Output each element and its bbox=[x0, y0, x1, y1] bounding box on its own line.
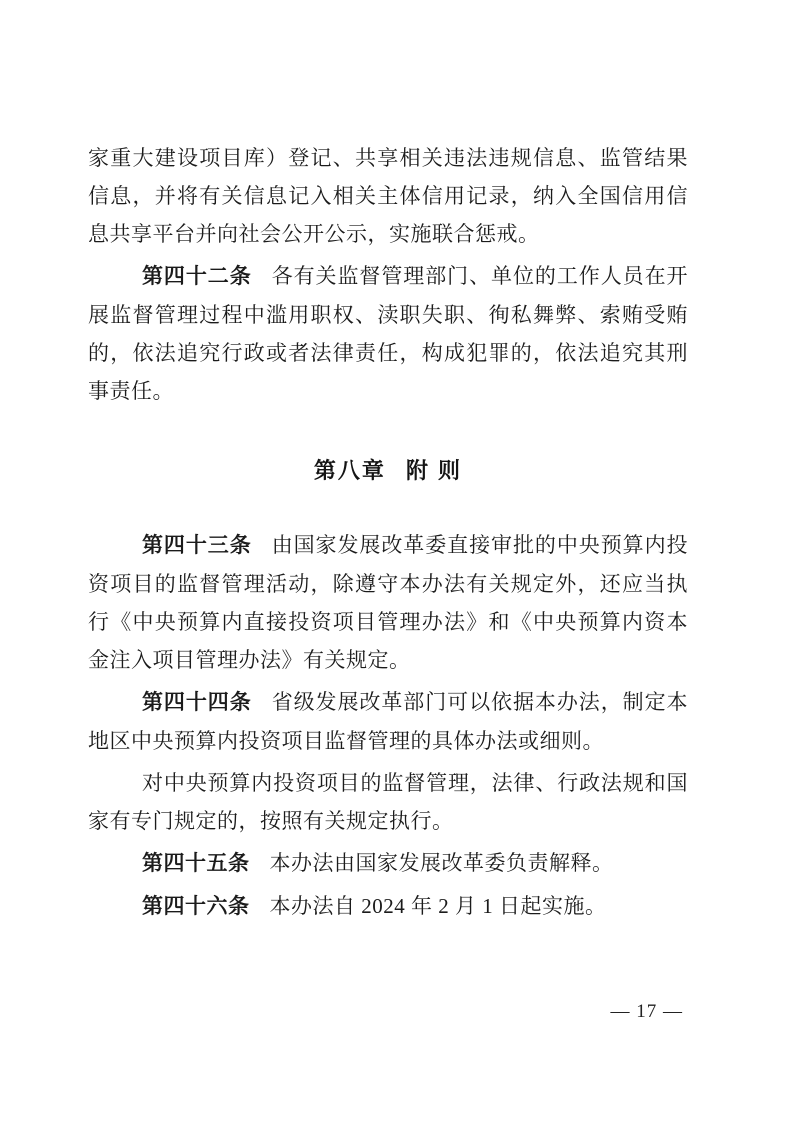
article-46-label: 第四十六条 bbox=[142, 895, 250, 918]
article-45-text: 本办法由国家发展改革委负责解释。 bbox=[269, 851, 614, 875]
article-42-text: 各有关监督管理部门、单位的工作人员在开展监督管理过程中滥用职权、渎职失职、徇私舞弊、索贿受贿的，依法追究行政或者法律责任，构成犯罪的，依法追究其刑事责任。 bbox=[88, 264, 689, 403]
document-body bbox=[88, 139, 688, 930]
article-43-paragraph bbox=[88, 526, 688, 679]
continuation-paragraph: 家重大建设项目库）登记、共享相关违法违规信息、监管结果信息，并将有关信息记入相关主体信用记录，纳入全国信用信息共享平台并向社会公开公示，实施联合惩戒。 bbox=[88, 146, 688, 246]
article-44-text: 省级发展改革部门可以依据本办法，制定本地区中央预算内投资项目监督管理的具体办法或细则。 bbox=[88, 690, 689, 753]
chapter-heading bbox=[88, 452, 688, 490]
article-46-text: 本办法自 2024 年 2 月 1 日起实施。 bbox=[269, 894, 607, 918]
article-42-label: 第四十二条 bbox=[142, 265, 252, 288]
article-44-paragraph bbox=[88, 683, 688, 760]
page-number: — 17 — bbox=[610, 1001, 683, 1022]
article-42-paragraph bbox=[88, 257, 688, 410]
article-45-paragraph bbox=[88, 844, 688, 883]
chapter-number: 第八章 bbox=[313, 458, 386, 483]
chapter-title: 附 则 bbox=[405, 458, 463, 483]
article-46-paragraph bbox=[88, 887, 688, 926]
article-43-label: 第四十三条 bbox=[142, 534, 252, 557]
article-44-paragraph-2: 对中央预算内投资项目的监督管理，法律、行政法规和国家有专门规定的，按照有关规定执行。 bbox=[88, 771, 688, 833]
article-45-label: 第四十五条 bbox=[142, 852, 250, 875]
article-43-text: 由国家发展改革委直接审批的中央预算内投资项目的监督管理活动，除遵守本办法有关规定外，还应当执行《中央预算内直接投资项目管理办法》和《中央预算内资本金注入项目管理办法》有关规定。 bbox=[88, 533, 689, 672]
article-44-label: 第四十四条 bbox=[142, 691, 252, 714]
